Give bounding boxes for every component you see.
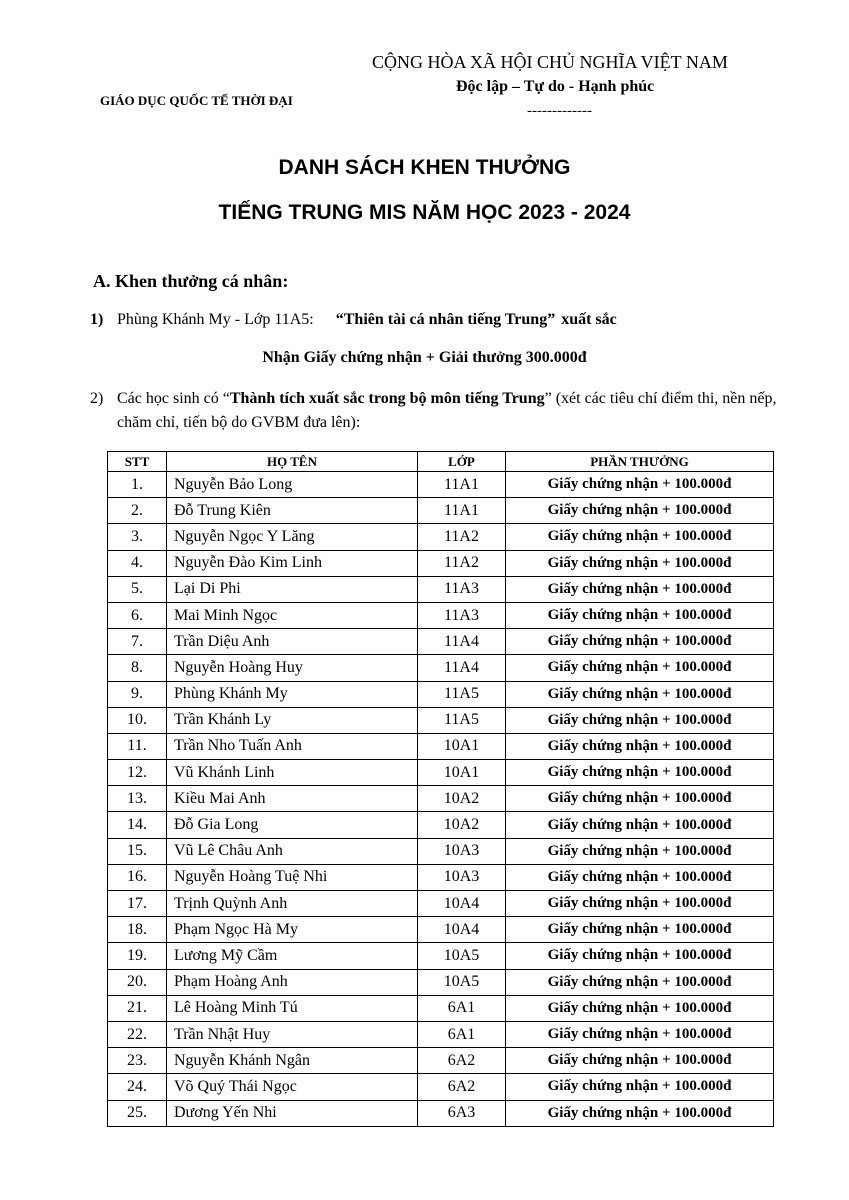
row-stt: 23. [108, 1048, 167, 1074]
row-student-name: Phùng Khánh My [167, 681, 418, 707]
table-row [108, 1100, 774, 1126]
table-row [108, 917, 774, 943]
row-stt: 7. [108, 629, 167, 655]
table-row [108, 550, 774, 576]
table-row [108, 864, 774, 890]
row-class: 10A5 [418, 969, 506, 995]
row-stt: 20. [108, 969, 167, 995]
row-prize: Giấy chứng nhận + 100.000đ [506, 1021, 774, 1047]
item-text-before: Các học sinh có “ [117, 390, 230, 407]
row-class: 11A1 [418, 472, 506, 498]
row-stt: 21. [108, 995, 167, 1021]
item-description [117, 387, 800, 435]
header-name: HỌ TÊN [167, 452, 418, 472]
table-row [108, 576, 774, 602]
row-stt: 4. [108, 550, 167, 576]
row-prize: Giấy chứng nhận + 100.000đ [506, 602, 774, 628]
table-row [108, 786, 774, 812]
row-class: 6A1 [418, 995, 506, 1021]
item-award-title: “Thiên tài cá nhân tiếng Trung” [335, 311, 556, 328]
row-class: 11A2 [418, 524, 506, 550]
row-class: 10A2 [418, 812, 506, 838]
table-row [108, 681, 774, 707]
document-subtitle: TIẾNG TRUNG MIS NĂM HỌC 2023 - 2024 [218, 201, 631, 224]
item-number: 1) [90, 311, 104, 328]
award-item-2 [90, 387, 800, 435]
row-stt: 22. [108, 1021, 167, 1047]
row-prize: Giấy chứng nhận + 100.000đ [506, 1074, 774, 1100]
header-prize: PHẦN THƯỞNG [506, 452, 774, 472]
row-student-name: Nguyễn Ngọc Y Lăng [167, 524, 418, 550]
row-stt: 5. [108, 576, 167, 602]
row-class: 11A5 [418, 681, 506, 707]
row-prize: Giấy chứng nhận + 100.000đ [506, 995, 774, 1021]
nation-name: CỘNG HÒA XÃ HỘI CHỦ NGHĨA VIỆT NAM [372, 52, 728, 72]
row-stt: 1. [108, 472, 167, 498]
row-student-name: Lê Hoàng Minh Tú [167, 995, 418, 1021]
row-prize: Giấy chứng nhận + 100.000đ [506, 864, 774, 890]
table-row [108, 969, 774, 995]
table-row [108, 891, 774, 917]
row-student-name: Phạm Ngọc Hà My [167, 917, 418, 943]
row-prize: Giấy chứng nhận + 100.000đ [506, 1100, 774, 1126]
row-student-name: Trần Nhật Huy [167, 1021, 418, 1047]
document-title: DANH SÁCH KHEN THƯỞNG [278, 156, 571, 179]
row-student-name: Nguyễn Bảo Long [167, 472, 418, 498]
row-prize: Giấy chứng nhận + 100.000đ [506, 681, 774, 707]
row-class: 10A1 [418, 733, 506, 759]
row-class: 10A4 [418, 917, 506, 943]
table-row [108, 629, 774, 655]
row-stt: 13. [108, 786, 167, 812]
row-stt: 19. [108, 943, 167, 969]
row-prize: Giấy chứng nhận + 100.000đ [506, 1048, 774, 1074]
row-student-name: Trần Diệu Anh [167, 629, 418, 655]
row-class: 11A1 [418, 498, 506, 524]
table-row [108, 1074, 774, 1100]
item-text-after: ” (xét các tiêu chí điểm thi, nền nếp, chăm chỉ, tiến bộ do GVBM đưa lên): [117, 390, 777, 431]
table-row [108, 1048, 774, 1074]
table-row [108, 524, 774, 550]
table-row [108, 602, 774, 628]
row-stt: 3. [108, 524, 167, 550]
row-prize: Giấy chứng nhận + 100.000đ [506, 655, 774, 681]
table-row [108, 760, 774, 786]
header-stt: STT [108, 452, 167, 472]
table-row [108, 733, 774, 759]
row-student-name: Nguyễn Hoàng Huy [167, 655, 418, 681]
row-prize: Giấy chứng nhận + 100.000đ [506, 472, 774, 498]
table-row [108, 472, 774, 498]
table-row [108, 498, 774, 524]
row-prize: Giấy chứng nhận + 100.000đ [506, 812, 774, 838]
row-student-name: Đỗ Trung Kiên [167, 498, 418, 524]
row-stt: 17. [108, 891, 167, 917]
table-row [108, 995, 774, 1021]
row-prize: Giấy chứng nhận + 100.000đ [506, 629, 774, 655]
section-a-heading: A. Khen thưởng cá nhân: [93, 271, 289, 291]
row-class: 11A3 [418, 602, 506, 628]
row-class: 6A2 [418, 1074, 506, 1100]
table-body [108, 472, 774, 1127]
row-stt: 14. [108, 812, 167, 838]
row-prize: Giấy chứng nhận + 100.000đ [506, 733, 774, 759]
row-class: 10A5 [418, 943, 506, 969]
row-class: 6A3 [418, 1100, 506, 1126]
table-row [108, 838, 774, 864]
item-student: Phùng Khánh My - Lớp 11A5: [117, 311, 314, 328]
award-item-1-prize: Nhận Giấy chứng nhận + Giải thưởng 300.000đ [262, 349, 587, 366]
award-table [107, 451, 774, 1127]
row-class: 6A2 [418, 1048, 506, 1074]
row-prize: Giấy chứng nhận + 100.000đ [506, 524, 774, 550]
row-student-name: Nguyễn Khánh Ngân [167, 1048, 418, 1074]
row-prize: Giấy chứng nhận + 100.000đ [506, 786, 774, 812]
header-separator: ------------- [527, 103, 592, 119]
row-prize: Giấy chứng nhận + 100.000đ [506, 760, 774, 786]
row-stt: 6. [108, 602, 167, 628]
row-class: 10A3 [418, 838, 506, 864]
table-row [108, 655, 774, 681]
row-stt: 10. [108, 707, 167, 733]
row-prize: Giấy chứng nhận + 100.000đ [506, 891, 774, 917]
row-student-name: Lại Di Phi [167, 576, 418, 602]
table-header-row [108, 452, 774, 472]
row-student-name: Vũ Khánh Linh [167, 760, 418, 786]
row-prize: Giấy chứng nhận + 100.000đ [506, 943, 774, 969]
table-row [108, 707, 774, 733]
table-row [108, 1021, 774, 1047]
item-award-suffix: xuất sắc [561, 311, 617, 328]
row-class: 11A3 [418, 576, 506, 602]
row-student-name: Lương Mỹ Cầm [167, 943, 418, 969]
item-text-bold: Thành tích xuất sắc trong bộ môn tiếng Trung [229, 390, 545, 407]
row-stt: 25. [108, 1100, 167, 1126]
row-class: 10A1 [418, 760, 506, 786]
organization-name: GIÁO DỤC QUỐC TẾ THỜI ĐẠI [100, 93, 293, 108]
item-number: 2) [90, 390, 104, 407]
row-student-name: Trần Nho Tuấn Anh [167, 733, 418, 759]
row-student-name: Trịnh Quỳnh Anh [167, 891, 418, 917]
row-student-name: Dương Yến Nhi [167, 1100, 418, 1126]
row-class: 11A5 [418, 707, 506, 733]
row-class: 6A1 [418, 1021, 506, 1047]
row-stt: 24. [108, 1074, 167, 1100]
row-class: 11A2 [418, 550, 506, 576]
row-stt: 18. [108, 917, 167, 943]
row-prize: Giấy chứng nhận + 100.000đ [506, 969, 774, 995]
row-prize: Giấy chứng nhận + 100.000đ [506, 917, 774, 943]
row-prize: Giấy chứng nhận + 100.000đ [506, 498, 774, 524]
row-stt: 16. [108, 864, 167, 890]
row-stt: 2. [108, 498, 167, 524]
row-class: 10A2 [418, 786, 506, 812]
row-student-name: Mai Minh Ngọc [167, 602, 418, 628]
row-class: 10A3 [418, 864, 506, 890]
row-stt: 9. [108, 681, 167, 707]
row-class: 10A4 [418, 891, 506, 917]
national-motto: Độc lập – Tự do - Hạnh phúc [456, 78, 655, 95]
row-class: 11A4 [418, 629, 506, 655]
row-prize: Giấy chứng nhận + 100.000đ [506, 550, 774, 576]
row-stt: 15. [108, 838, 167, 864]
row-student-name: Võ Quý Thái Ngọc [167, 1074, 418, 1100]
row-stt: 11. [108, 733, 167, 759]
row-stt: 8. [108, 655, 167, 681]
row-class: 11A4 [418, 655, 506, 681]
row-student-name: Phạm Hoàng Anh [167, 969, 418, 995]
row-student-name: Nguyễn Hoàng Tuệ Nhi [167, 864, 418, 890]
table-row [108, 812, 774, 838]
row-student-name: Kiều Mai Anh [167, 786, 418, 812]
row-prize: Giấy chứng nhận + 100.000đ [506, 576, 774, 602]
row-prize: Giấy chứng nhận + 100.000đ [506, 707, 774, 733]
table-row [108, 943, 774, 969]
row-student-name: Đỗ Gia Long [167, 812, 418, 838]
award-item-1 [90, 311, 617, 329]
row-student-name: Trần Khánh Ly [167, 707, 418, 733]
row-prize: Giấy chứng nhận + 100.000đ [506, 838, 774, 864]
row-stt: 12. [108, 760, 167, 786]
row-student-name: Nguyễn Đào Kim Linh [167, 550, 418, 576]
header-class: LỚP [418, 452, 506, 472]
row-student-name: Vũ Lê Châu Anh [167, 838, 418, 864]
